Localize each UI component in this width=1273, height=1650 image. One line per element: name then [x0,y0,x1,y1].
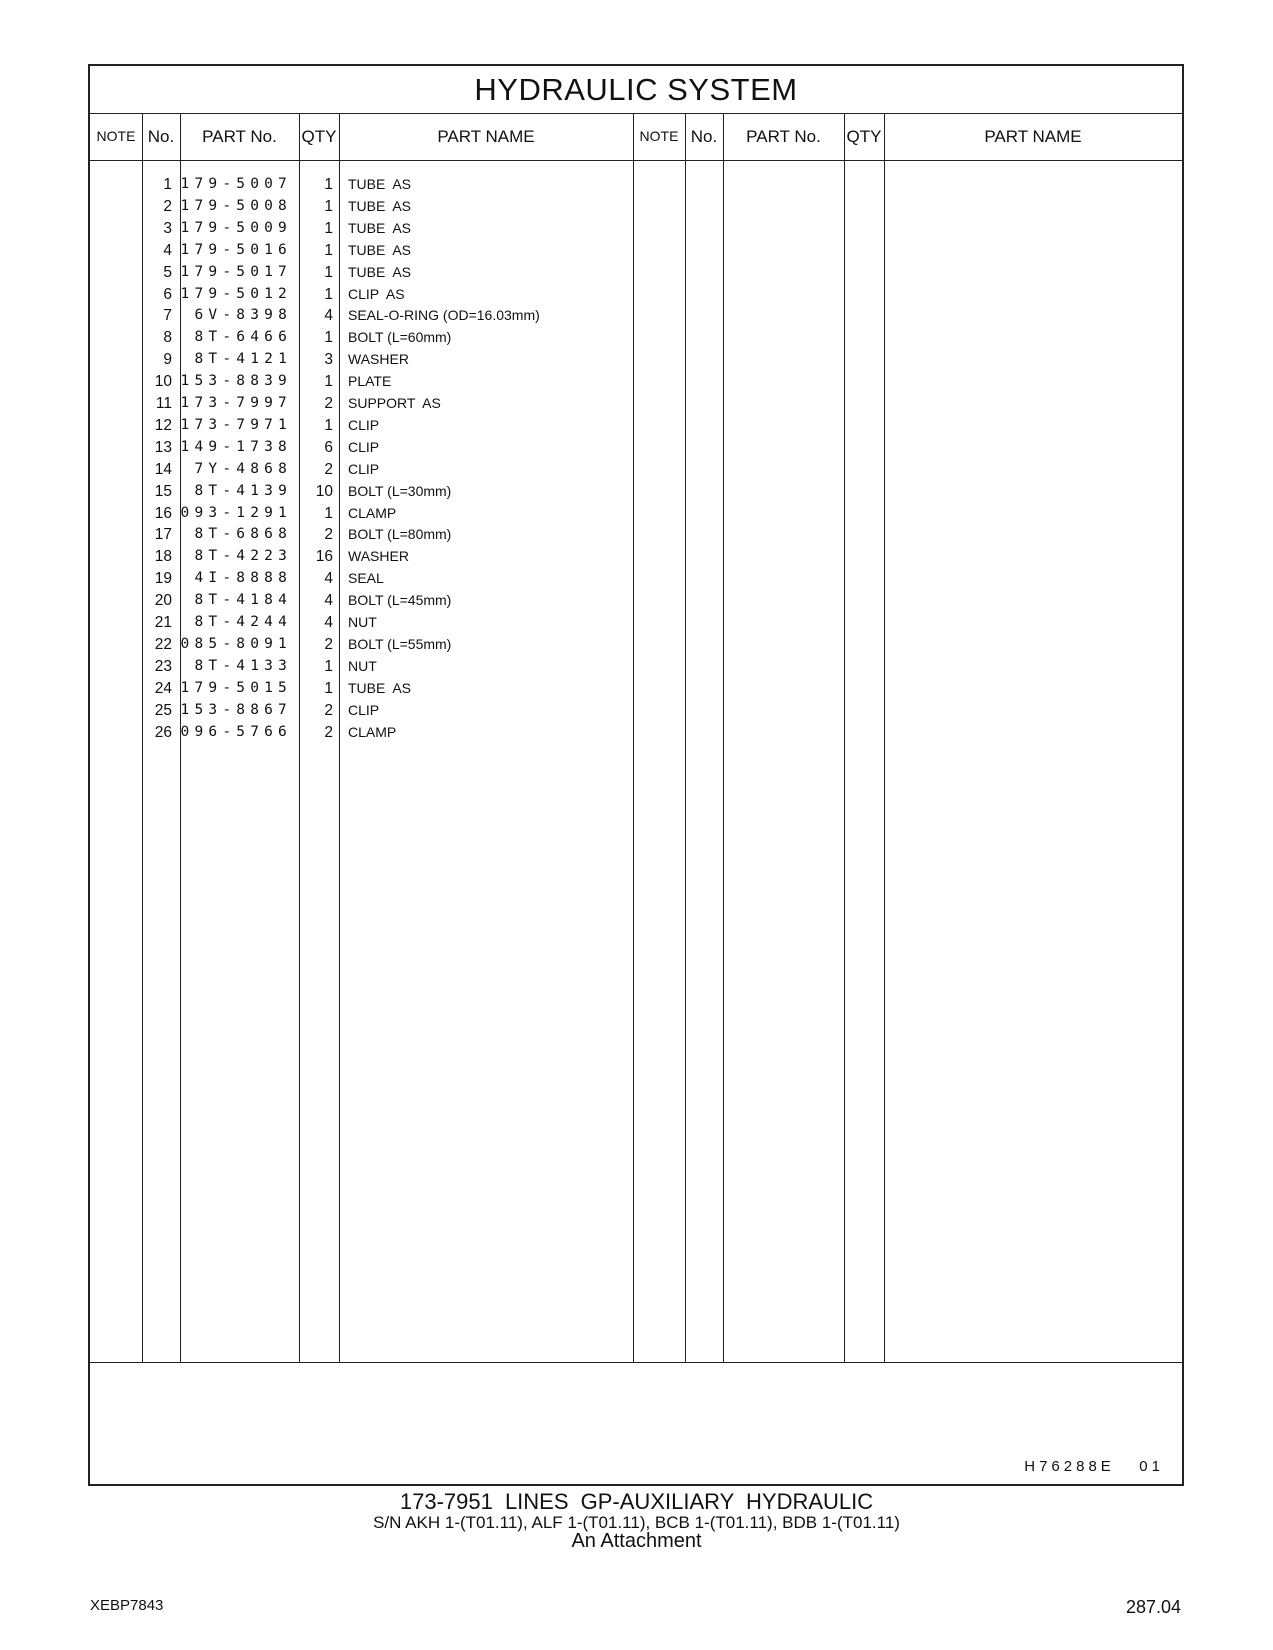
serial-numbers: S/N AKH 1-(T01.11), ALF 1-(T01.11), BCB 1-(T01.11), BDB 1-(T01.11) [373,1513,900,1532]
part-name: CLIP [348,416,380,433]
part-number: 8T-4121 [194,351,292,368]
quantity: 1 [324,657,333,675]
item-number: 14 [154,460,172,478]
part-name: WASHER [348,548,409,565]
part-number: 179-5017 [180,263,292,280]
table-row [90,526,633,549]
part-name: BOLT (L=60mm) [348,329,452,346]
quantity: 6 [324,438,333,456]
part-name: SEAL [348,570,384,587]
quantity: 10 [315,482,333,500]
part-name: CLAMP [348,504,397,521]
part-number: 4I-8888 [194,570,292,587]
table-row [90,548,633,571]
header-part-name-right: PART NAME [984,127,1082,146]
table-row [90,483,633,506]
part-name: CLIP [348,701,380,718]
column-divider [685,113,686,1362]
table-row [90,702,633,725]
part-number: 179-5015 [180,679,292,696]
quantity: 16 [315,548,333,566]
quantity: 2 [324,526,333,544]
group-title: 173-7951 LINES GP-AUXILIARY HYDRAULIC [399,1489,874,1514]
header-note-left: NOTE [96,128,136,144]
quantity: 1 [324,241,333,259]
quantity: 1 [324,329,333,347]
item-number: 22 [154,635,172,653]
part-number: 179-5016 [180,241,292,258]
item-number: 2 [163,197,172,215]
header-qty-left: QTY [301,127,337,146]
item-number: 15 [154,482,172,500]
quantity: 3 [324,351,333,369]
item-number: 18 [154,548,172,566]
part-number: 8T-4133 [194,657,292,674]
part-number: 179-5007 [180,176,292,192]
part-name: BOLT (L=80mm) [348,526,452,543]
part-name: BOLT (L=45mm) [348,592,452,609]
table-row [90,264,633,287]
item-number: 23 [154,657,172,675]
item-number: 11 [155,395,172,412]
attachment-note: An Attachment [571,1530,702,1552]
header-part-no-left: PART No. [202,127,277,146]
part-number: 085-8091 [180,635,292,652]
column-divider [884,113,885,1362]
table-row [90,614,633,637]
part-name: TUBE AS [348,176,412,192]
table-row [90,636,633,659]
item-number: 6 [163,285,172,303]
part-number: 149-1738 [180,438,292,455]
document-id: XEBP7843 [90,1597,164,1614]
table-header [90,113,1182,161]
table-bottom-border [90,1362,1182,1363]
part-name: BOLT (L=30mm) [348,482,452,499]
quantity: 1 [324,219,333,237]
part-number: 173-7997 [180,395,292,411]
part-number: 6V-8398 [194,307,292,324]
part-name: WASHER [348,351,409,368]
quantity: 2 [324,701,333,719]
part-number: 093-1291 [180,504,292,521]
table-row [90,395,633,418]
table-row [90,329,633,352]
part-name: SUPPORT AS [348,395,441,411]
item-number: 26 [154,723,172,741]
column-divider [723,113,724,1362]
item-number: 9 [163,351,172,369]
part-name: CLIP AS [348,285,405,302]
part-number: 8T-6466 [194,329,292,346]
quantity: 1 [324,176,333,193]
table-row [90,242,633,265]
quantity: 1 [324,263,333,281]
part-number: 8T-4223 [194,548,292,565]
parts-table-frame [88,64,1184,1486]
part-name: SEAL-O-RING (OD=16.03mm) [348,307,540,324]
part-name: TUBE AS [348,197,412,214]
quantity: 1 [324,373,333,391]
part-number: 153-8867 [180,701,292,718]
item-number: 5 [163,263,172,281]
quantity: 2 [324,395,333,412]
header-part-no-right: PART No. [746,127,821,146]
item-number: 7 [163,307,172,325]
item-number: 10 [154,373,172,391]
table-row [90,570,633,593]
item-number: 21 [154,614,172,631]
header-no-left: No. [147,127,175,146]
drawing-code: H76288E 01 [1024,1458,1164,1475]
table-row [90,286,633,309]
item-number: 8 [163,329,172,347]
table-row [90,461,633,484]
item-number: 25 [154,701,172,719]
item-number: 17 [154,526,172,544]
quantity: 1 [324,285,333,303]
table-row [90,373,633,396]
item-number: 16 [154,504,172,522]
table-row [90,198,633,221]
header-part-name-left: PART NAME [437,127,535,146]
table-row [90,417,633,440]
part-name: CLAMP [348,723,397,740]
part-name: PLATE [348,373,392,390]
table-row [90,505,633,528]
part-number: 179-5008 [180,197,292,214]
quantity: 4 [324,307,333,325]
table-row [90,351,633,374]
part-number: 8T-4139 [194,482,292,499]
table-row [90,724,633,747]
header-no-right: No. [690,127,718,146]
quantity: 4 [324,614,333,631]
quantity: 2 [324,635,333,653]
item-number: 19 [154,570,172,588]
part-name: BOLT (L=55mm) [348,635,452,652]
header-note-right: NOTE [639,128,679,144]
table-row [90,176,633,199]
part-name: TUBE AS [348,241,412,258]
table-row [90,592,633,615]
part-name: CLIP [348,438,380,455]
part-name: NUT [348,614,377,630]
item-number: 4 [163,241,172,259]
part-name: TUBE AS [348,263,412,280]
part-name: NUT [348,657,377,674]
part-number: 153-8839 [180,373,292,390]
item-number: 1 [163,176,172,193]
quantity: 1 [324,679,333,697]
part-number: 8T-6868 [194,526,292,543]
part-name: CLIP [348,460,380,477]
quantity: 1 [324,197,333,215]
part-number: 173-7971 [180,416,292,433]
item-number: 24 [154,679,172,697]
quantity: 2 [324,460,333,478]
part-name: TUBE AS [348,679,412,696]
quantity: 4 [324,592,333,610]
quantity: 1 [324,416,333,434]
table-row [90,307,633,330]
section-title: HYDRAULIC SYSTEM [90,66,1182,114]
quantity: 2 [324,723,333,741]
part-number: 179-5012 [180,285,292,302]
column-divider [633,113,634,1362]
table-row [90,680,633,703]
item-number: 20 [154,592,172,610]
part-number: 179-5009 [180,219,292,236]
table-row [90,220,633,243]
column-divider [844,113,845,1362]
part-number: 8T-4184 [194,592,292,609]
part-name: TUBE AS [348,219,412,236]
part-number: 8T-4244 [194,614,292,630]
part-number: 7Y-4868 [194,460,292,477]
quantity: 1 [324,504,333,522]
page-number: 287.04 [1125,1597,1181,1617]
quantity: 4 [324,570,333,588]
header-qty-right: QTY [846,127,882,146]
table-row [90,439,633,462]
item-number: 13 [154,438,172,456]
table-row [90,658,633,681]
item-number: 3 [163,219,172,237]
item-number: 12 [154,416,172,434]
part-number: 096-5766 [180,723,292,740]
